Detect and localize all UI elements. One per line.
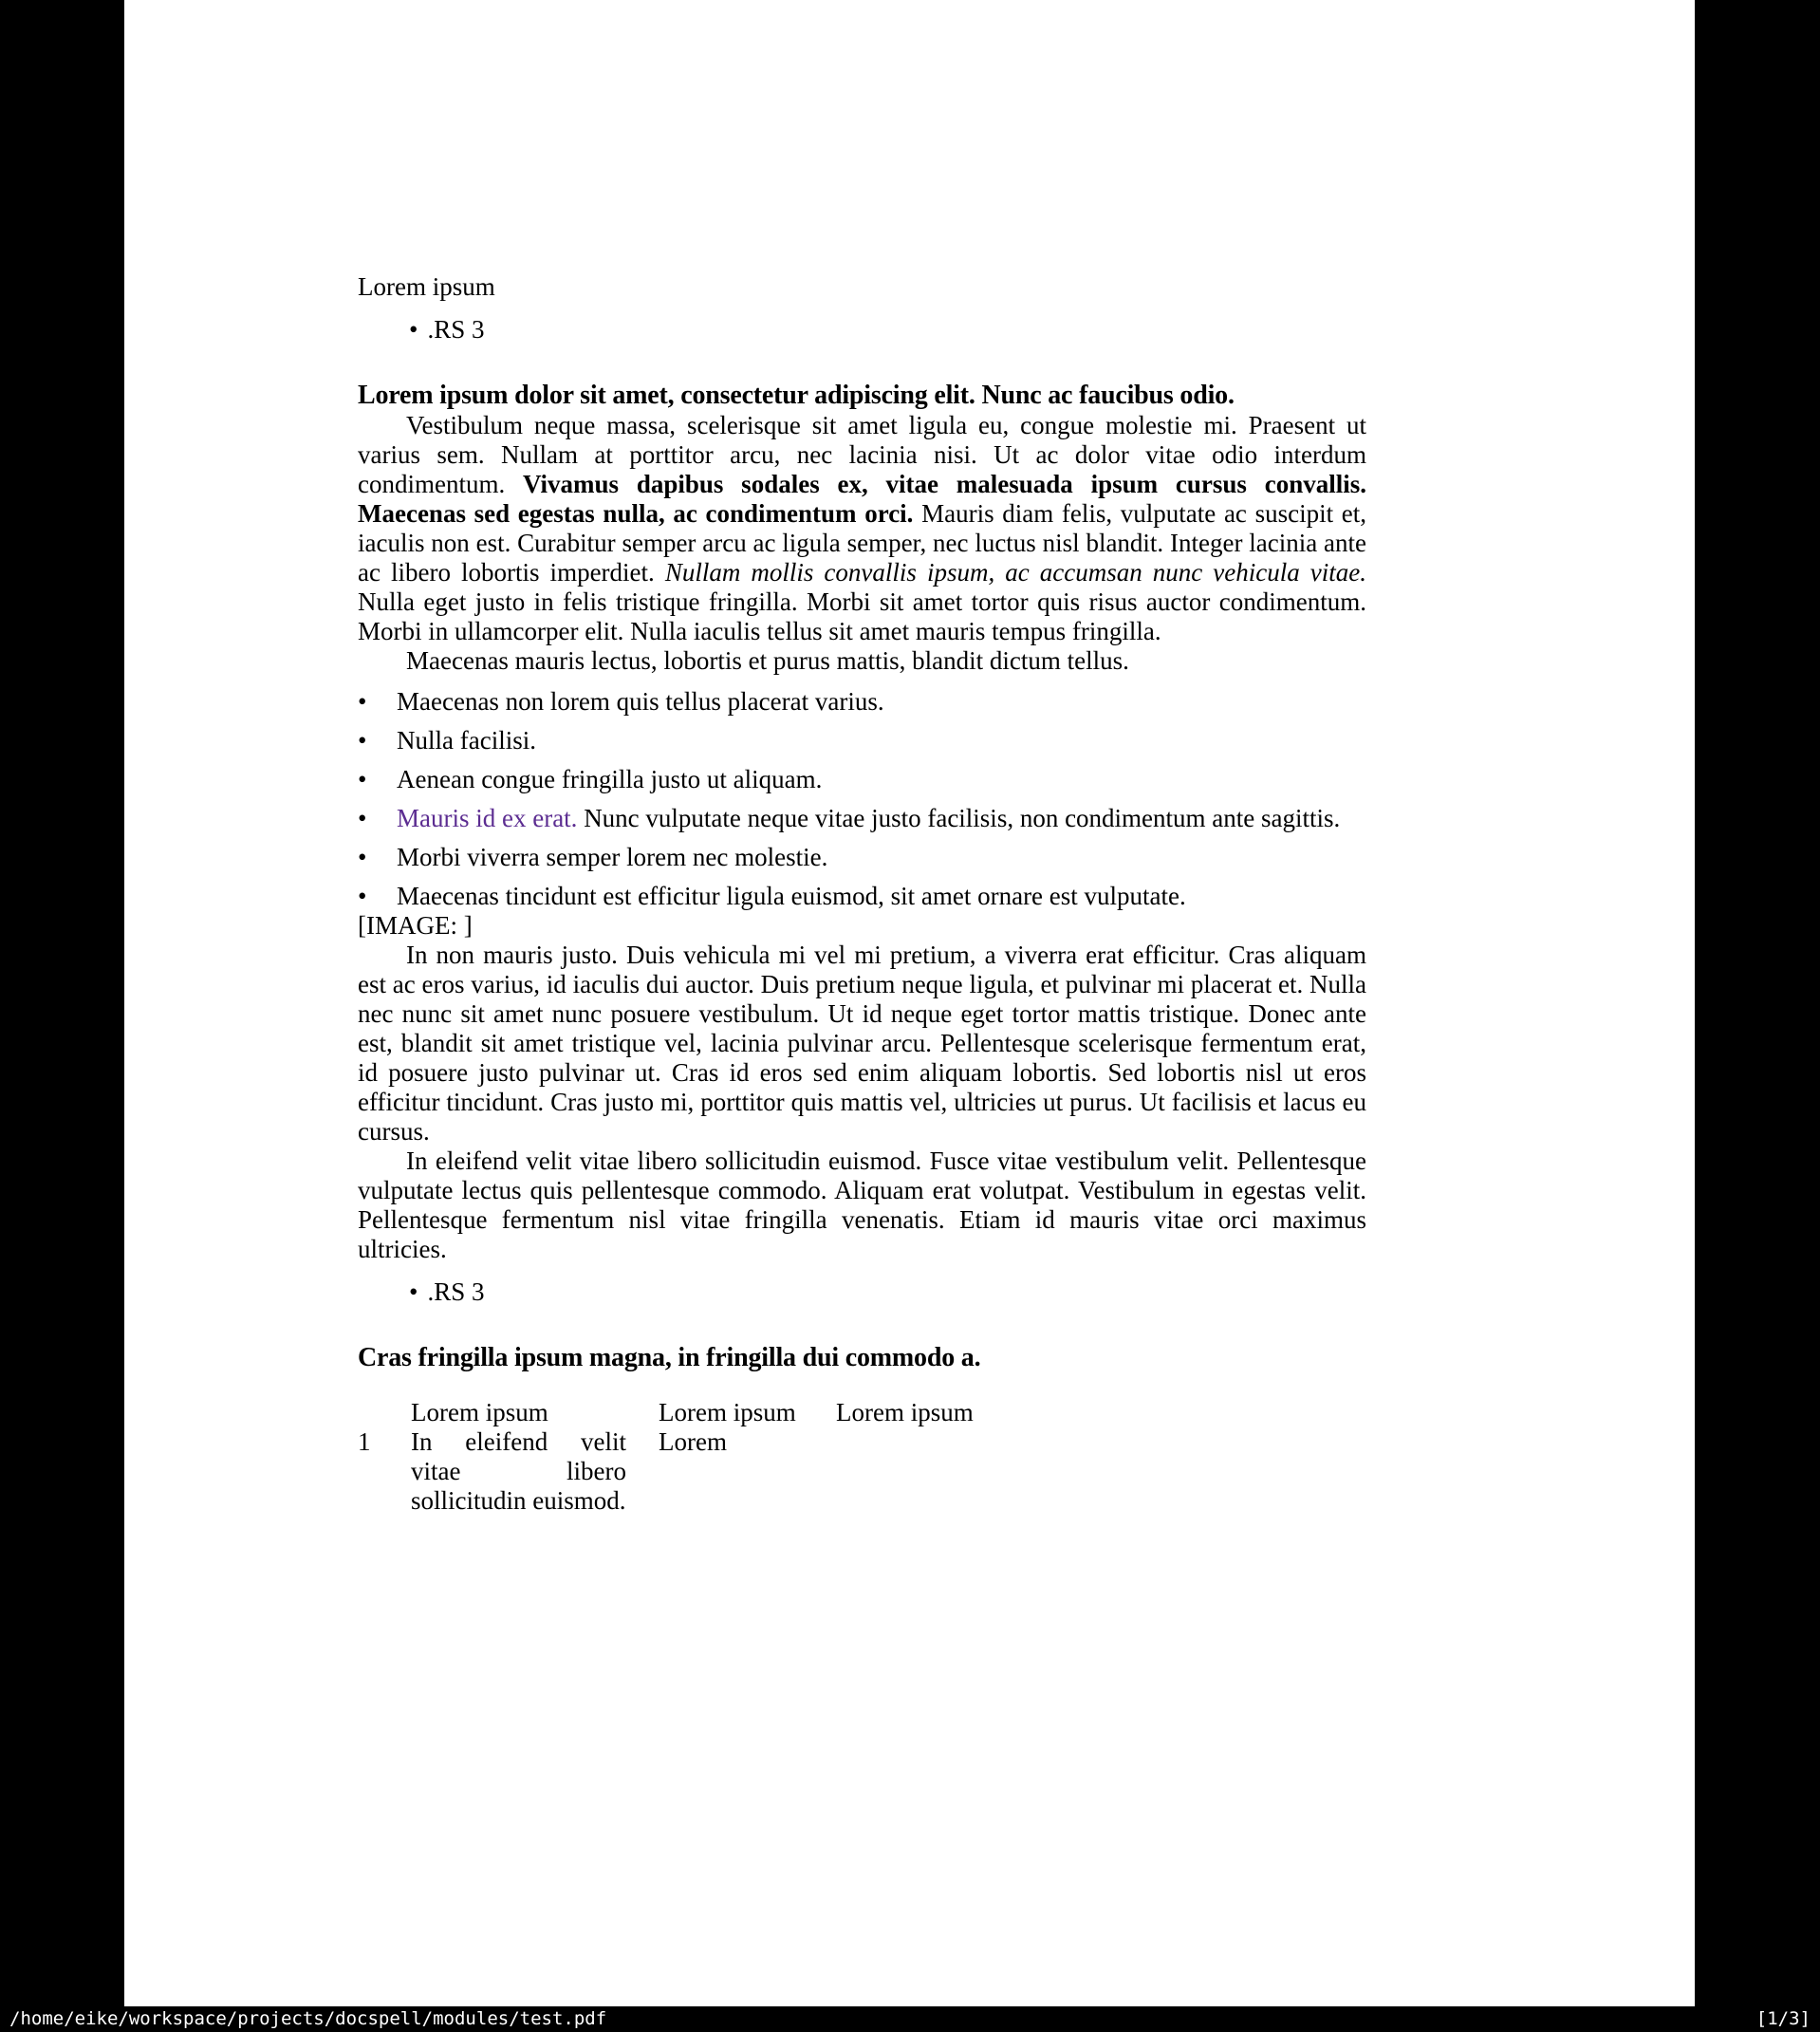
paragraph-1 [358, 411, 1366, 646]
bullet-icon: • [358, 687, 367, 716]
bullet-icon: • [409, 315, 418, 344]
table-cell [836, 1427, 1026, 1516]
paragraph-1-bold-run: Vivamus dapibus sodales ex, vitae malesuada ipsum cursus convallis. Maecenas sed egestas nulla, ac condimentum orci. [358, 470, 1366, 528]
document-page[interactable] [124, 0, 1695, 2006]
statusbar-file-path: /home/eike/workspace/projects/docspell/modules/test.pdf [9, 2008, 607, 2029]
bullet-icon: • [358, 726, 367, 755]
intro-line: Lorem ipsum [358, 272, 495, 301]
bullet-icon: • [409, 1277, 418, 1306]
paragraph-2: Maecenas mauris lectus, lobortis et purus mattis, blandit dictum tellus. [406, 646, 1129, 675]
paragraph-1-run-1: Vestibulum neque massa, scelerisque sit amet ligula eu, congue molestie mi. Praesent ut varius sem. Nullam at porttitor arcu, nec lacinia nisi. Ut ac dolor vitae odio interdum condimentum. [358, 411, 1366, 498]
bullet-icon: • [358, 882, 367, 910]
rs-macro-line-1 [409, 315, 1366, 345]
table-cell: In eleifend velit vitae libero sollicitudin euismod. [411, 1427, 626, 1515]
document-link[interactable]: Mauris id ex erat. [397, 804, 578, 832]
paragraph-1-italic-run: Nullam mollis convallis ipsum, ac accumsan nunc vehicula vitae. [664, 558, 1367, 587]
document-content [358, 0, 1366, 1516]
list-item-text: Maecenas tincidunt est efficitur ligula euismod, sit amet ornare est vulputate. [397, 882, 1186, 910]
data-table [358, 1398, 1366, 1516]
image-placeholder: [IMAGE: ] [358, 911, 473, 940]
rs-macro-line-2 [409, 1277, 1366, 1307]
bullet-icon: • [358, 765, 367, 793]
statusbar-page-indicator: [1/3] [1755, 2008, 1811, 2029]
rs-macro-text-2: .RS 3 [427, 1277, 485, 1306]
table-header-cell: Lorem ipsum [411, 1398, 548, 1426]
statusbar [0, 2006, 1820, 2032]
paragraph-1-run-3: Nulla eget justo in felis tristique fringilla. Morbi sit amet tortor quis risus auctor condimentum. Morbi in ullamcorper elit. Nulla iaculis tellus sit amet mauris tempus fringilla. [358, 587, 1366, 645]
paragraph-3: In non mauris justo. Duis vehicula mi vel mi pretium, a viverra erat efficitur. Cras aliquam est ac eros varius, id iaculis dui auctor. Duis pretium neque ligula, et pulvinar mi placerat et. Nulla nec nunc sit amet nunc posuere vestibulum. Ut id neque eget tortor mattis tristique. Donec ante est, blandit sit amet tristique vel, lacinia pulvinar arcu. Pellentesque scelerisque fermentum erat, id posuere justo pulvinar ut. Cras id eros sed enim aliquam lobortis. Sed lobortis nisl ut eros efficitur tincidunt. Cras justo mi, porttitor quis mattis vel, ultricies ut purus. Ut facilisis et lacus eu cursus. [358, 941, 1366, 1146]
bullet-icon: • [358, 804, 367, 832]
rs-macro-text-1: .RS 3 [427, 315, 485, 344]
list-item [358, 726, 1366, 755]
list-item-text: Nunc vulputate neque vitae justo facilisis, non condimentum ante sagittis. [577, 804, 1341, 832]
list-item [358, 687, 1366, 717]
table-header-cell: Lorem ipsum [836, 1398, 974, 1426]
paragraph-1-run-2: Mauris diam felis, vulputate ac suscipit et, iaculis non est. Curabitur semper arcu ac ligula semper, nec luctus nisl blandit. Integer lacinia ante ac libero lobortis imperdiet. [358, 499, 1366, 587]
table-header-cell: Lorem ipsum [659, 1398, 796, 1426]
section-heading-2: Cras fringilla ipsum magna, in fringilla dui commodo a. [358, 1343, 981, 1372]
table-corner-cell [358, 1398, 411, 1427]
list-item-text: Nulla facilisi. [397, 726, 536, 755]
list-item-text: Morbi viverra semper lorem nec molestie. [397, 843, 828, 871]
table-row-number: 1 [358, 1427, 371, 1456]
table-cell: Lorem [659, 1427, 727, 1456]
list-item-text: Aenean congue fringilla justo ut aliquam. [397, 765, 823, 793]
section-heading-1: Lorem ipsum dolor sit amet, consectetur adipiscing elit. Nunc ac faucibus odio. [358, 381, 1235, 410]
list-item-text: Maecenas non lorem quis tellus placerat varius. [397, 687, 884, 716]
list-item [358, 843, 1366, 872]
list-item [358, 765, 1366, 794]
bullet-list [358, 687, 1366, 911]
paragraph-4: In eleifend velit vitae libero sollicitudin euismod. Fusce vitae vestibulum velit. Pellentesque vulputate lectus quis pellentesque commodo. Aliquam erat volutpat. Vestibulum in egestas velit. Pellentesque fermentum nisl vitae fringilla venenatis. Etiam id mauris vitae orci maximus ultricies. [358, 1146, 1366, 1263]
bullet-icon: • [358, 843, 367, 871]
list-item [358, 804, 1366, 833]
list-item [358, 882, 1366, 911]
